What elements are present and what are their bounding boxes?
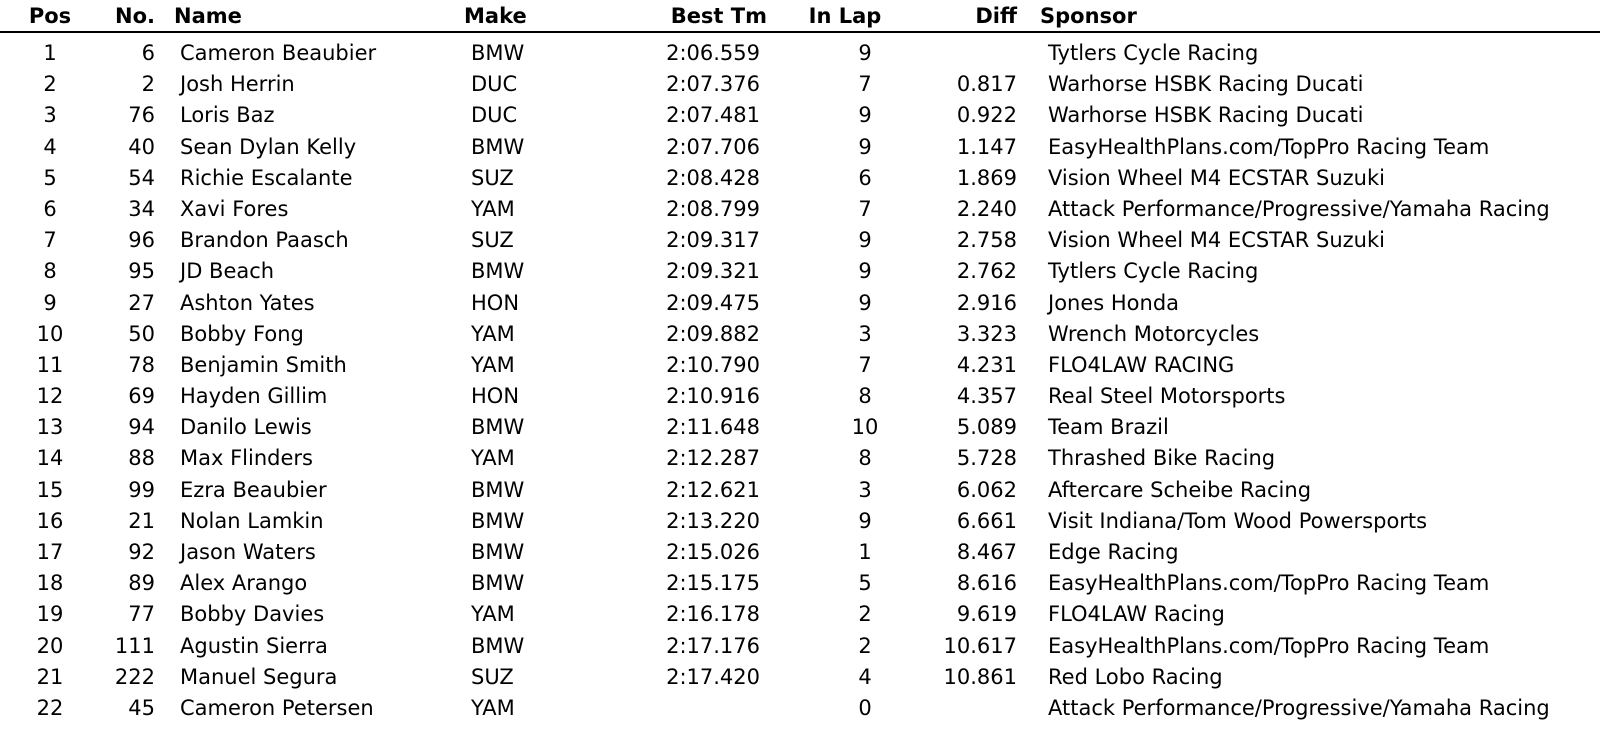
cell-pos: 1 [43, 41, 57, 65]
cell-in-lap: 9 [858, 259, 872, 284]
cell-sponsor: FLO4LAW Racing [1048, 602, 1225, 627]
cell-sponsor: Team Brazil [1048, 415, 1169, 440]
table-row [0, 381, 1600, 412]
cell-best-tm: 2:08.799 [666, 196, 760, 221]
cell-diff: 8.467 [956, 540, 1017, 564]
cell-best-tm: 2:07.376 [666, 72, 760, 97]
cell-diff: 1.147 [956, 134, 1017, 159]
table-row [0, 506, 1600, 537]
cell-pos: 12 [36, 384, 64, 409]
cell-sponsor: Red Lobo Racing [1048, 664, 1223, 689]
cell-name: Benjamin Smith [180, 352, 347, 377]
cell-best-tm: 2:15.175 [666, 571, 760, 596]
cell-best-tm: 2:10.790 [666, 352, 760, 377]
table-row [0, 69, 1600, 100]
cell-no: 89 [128, 571, 155, 596]
cell-pos: 16 [36, 508, 64, 533]
cell-best-tm: 2:17.176 [666, 633, 760, 658]
cell-name: Loris Baz [180, 103, 275, 128]
cell-diff: 1.869 [956, 165, 1017, 190]
table-header [0, 0, 1600, 33]
cell-best-tm: 2:13.220 [666, 508, 760, 533]
cell-diff: 5.728 [956, 446, 1017, 471]
cell-sponsor: Jones Honda [1048, 290, 1180, 315]
cell-in-lap: 9 [858, 134, 872, 159]
cell-pos: 4 [43, 134, 57, 159]
cell-diff: 5.089 [956, 415, 1017, 440]
cell-name: Alex Arango [180, 571, 308, 596]
cell-pos: 2 [43, 72, 57, 97]
table-row [0, 256, 1600, 287]
cell-best-tm: 2:09.321 [666, 259, 760, 284]
cell-in-lap: 4 [858, 664, 872, 689]
cell-pos: 13 [36, 415, 64, 440]
cell-diff: 6.661 [956, 508, 1017, 533]
cell-pos: 7 [43, 228, 57, 253]
cell-name: Cameron Petersen [180, 695, 374, 720]
cell-name: Cameron Beaubier [180, 41, 377, 65]
table-row [0, 412, 1600, 443]
cell-name: Brandon Paasch [180, 228, 349, 253]
cell-pos: 5 [43, 165, 57, 190]
table-row [0, 662, 1600, 693]
cell-diff: 8.616 [956, 571, 1017, 596]
header-diff: Diff [975, 4, 1017, 28]
cell-sponsor: Tytlers Cycle Racing [1048, 41, 1259, 65]
cell-name: Richie Escalante [180, 165, 353, 190]
cell-make: DUC [471, 103, 518, 128]
header-sponsor: Sponsor [1040, 4, 1137, 28]
cell-in-lap: 8 [858, 384, 872, 409]
table-row [0, 443, 1600, 474]
cell-best-tm: 2:09.475 [666, 290, 760, 315]
cell-in-lap: 7 [858, 72, 872, 97]
cell-pos: 15 [36, 477, 64, 502]
table-row [0, 38, 1600, 69]
cell-make: YAM [471, 321, 515, 346]
cell-name: Sean Dylan Kelly [180, 134, 357, 159]
cell-sponsor: Edge Racing [1048, 540, 1179, 564]
cell-in-lap: 9 [858, 508, 872, 533]
cell-name: Jason Waters [180, 540, 316, 564]
cell-no: 76 [128, 103, 155, 128]
cell-pos: 14 [36, 446, 64, 471]
cell-best-tm: 2:10.916 [666, 384, 760, 409]
cell-make: SUZ [471, 165, 514, 190]
cell-no: 95 [128, 259, 155, 284]
cell-in-lap: 9 [858, 228, 872, 253]
cell-diff: 2.762 [956, 259, 1017, 284]
cell-best-tm: 2:07.706 [666, 134, 760, 159]
cell-pos: 11 [36, 352, 64, 377]
cell-sponsor: Wrench Motorcycles [1048, 321, 1260, 346]
table-row [0, 319, 1600, 350]
cell-no: 94 [128, 415, 155, 440]
cell-sponsor: EasyHealthPlans.com/TopPro Racing Team [1048, 571, 1490, 596]
cell-make: BMW [471, 415, 525, 440]
cell-make: BMW [471, 41, 525, 65]
table-row [0, 225, 1600, 256]
cell-best-tm: 2:11.648 [666, 415, 760, 440]
cell-make: BMW [471, 571, 525, 596]
cell-make: SUZ [471, 228, 514, 253]
cell-sponsor: Attack Performance/Progressive/Yamaha Racing [1048, 695, 1550, 720]
header-make: Make [464, 4, 527, 28]
cell-pos: 8 [43, 259, 57, 284]
cell-no: 27 [128, 290, 155, 315]
header-in-lap: In Lap [808, 4, 882, 28]
header-no: No. [115, 4, 155, 28]
cell-in-lap: 2 [858, 633, 872, 658]
cell-name: Xavi Fores [180, 196, 289, 221]
cell-no: 54 [128, 165, 155, 190]
cell-make: SUZ [471, 664, 514, 689]
cell-name: Manuel Segura [180, 664, 338, 689]
cell-in-lap: 3 [858, 321, 872, 346]
cell-sponsor: Vision Wheel M4 ECSTAR Suzuki [1048, 165, 1385, 190]
cell-name: Josh Herrin [180, 72, 295, 97]
cell-diff: 6.062 [956, 477, 1017, 502]
cell-in-lap: 9 [858, 290, 872, 315]
cell-pos: 17 [36, 540, 64, 564]
cell-make: YAM [471, 602, 515, 627]
cell-pos: 6 [43, 196, 57, 221]
cell-in-lap: 3 [858, 477, 872, 502]
cell-in-lap: 5 [858, 571, 872, 596]
table-row [0, 100, 1600, 131]
cell-make: HON [471, 384, 520, 409]
cell-name: Danilo Lewis [180, 415, 312, 440]
cell-sponsor: Warhorse HSBK Racing Ducati [1048, 72, 1364, 97]
table-row [0, 350, 1600, 381]
cell-best-tm: 2:08.428 [666, 165, 760, 190]
cell-diff: 0.922 [956, 103, 1017, 128]
cell-make: YAM [471, 695, 515, 720]
cell-no: 50 [128, 321, 155, 346]
cell-name: JD Beach [180, 259, 275, 284]
cell-make: YAM [471, 446, 515, 471]
cell-diff: 4.231 [956, 352, 1017, 377]
results-table-body [0, 38, 1600, 724]
cell-make: YAM [471, 196, 515, 221]
cell-make: HON [471, 290, 520, 315]
cell-no: 2 [141, 72, 155, 97]
cell-name: Hayden Gillim [180, 384, 328, 409]
cell-best-tm: 2:16.178 [666, 602, 760, 627]
cell-best-tm: 2:06.559 [666, 41, 760, 65]
cell-name: Bobby Fong [180, 321, 304, 346]
cell-make: BMW [471, 633, 525, 658]
table-row [0, 599, 1600, 630]
cell-sponsor: Real Steel Motorsports [1048, 384, 1286, 409]
table-row [0, 132, 1600, 163]
cell-no: 99 [128, 477, 155, 502]
cell-in-lap: 6 [858, 165, 872, 190]
cell-pos: 18 [36, 571, 64, 596]
cell-no: 222 [114, 664, 155, 689]
table-row [0, 194, 1600, 225]
cell-best-tm: 2:15.026 [666, 540, 760, 564]
cell-sponsor: Attack Performance/Progressive/Yamaha Racing [1048, 196, 1550, 221]
cell-no: 40 [128, 134, 155, 159]
cell-pos: 9 [43, 290, 57, 315]
cell-pos: 3 [43, 103, 57, 128]
cell-in-lap: 2 [858, 602, 872, 627]
cell-in-lap: 9 [858, 41, 872, 65]
table-row [0, 537, 1600, 568]
cell-diff: 2.916 [956, 290, 1017, 315]
cell-sponsor: Aftercare Scheibe Racing [1048, 477, 1312, 502]
cell-name: Ashton Yates [180, 290, 315, 315]
cell-in-lap: 1 [858, 540, 872, 564]
cell-sponsor: FLO4LAW RACING [1048, 352, 1235, 377]
cell-make: BMW [471, 259, 525, 284]
cell-sponsor: Thrashed Bike Racing [1048, 446, 1276, 471]
table-row [0, 568, 1600, 599]
cell-make: BMW [471, 134, 525, 159]
cell-diff: 9.619 [956, 602, 1017, 627]
cell-sponsor: Tytlers Cycle Racing [1048, 259, 1259, 284]
cell-no: 6 [141, 41, 155, 65]
cell-best-tm: 2:07.481 [666, 103, 760, 128]
cell-make: DUC [471, 72, 518, 97]
cell-no: 96 [128, 228, 155, 253]
cell-in-lap: 7 [858, 196, 872, 221]
cell-no: 111 [114, 633, 155, 658]
cell-sponsor: EasyHealthPlans.com/TopPro Racing Team [1048, 633, 1490, 658]
table-row [0, 163, 1600, 194]
cell-diff: 0.817 [956, 72, 1017, 97]
cell-in-lap: 7 [858, 352, 872, 377]
cell-name: Bobby Davies [180, 602, 325, 627]
cell-diff: 4.357 [956, 384, 1017, 409]
cell-sponsor: Vision Wheel M4 ECSTAR Suzuki [1048, 228, 1385, 253]
cell-no: 34 [128, 196, 155, 221]
cell-diff: 3.323 [956, 321, 1017, 346]
cell-pos: 22 [36, 695, 64, 720]
cell-diff: 2.240 [956, 196, 1017, 221]
cell-in-lap: 10 [851, 415, 879, 440]
header-pos: Pos [28, 4, 72, 28]
cell-best-tm: 2:17.420 [666, 664, 760, 689]
cell-name: Nolan Lamkin [180, 508, 324, 533]
cell-name: Max Flinders [180, 446, 313, 471]
table-row [0, 475, 1600, 506]
cell-make: BMW [471, 508, 525, 533]
cell-diff: 10.617 [943, 633, 1017, 658]
cell-pos: 10 [36, 321, 64, 346]
cell-sponsor: Visit Indiana/Tom Wood Powersports [1048, 508, 1428, 533]
cell-in-lap: 0 [858, 695, 872, 720]
cell-name: Ezra Beaubier [180, 477, 327, 502]
cell-no: 78 [128, 352, 155, 377]
cell-in-lap: 9 [858, 103, 872, 128]
cell-no: 45 [128, 695, 155, 720]
cell-best-tm: 2:09.317 [666, 228, 760, 253]
cell-no: 69 [128, 384, 155, 409]
cell-pos: 21 [36, 664, 64, 689]
cell-sponsor: Warhorse HSBK Racing Ducati [1048, 103, 1364, 128]
table-row [0, 693, 1600, 724]
cell-pos: 20 [36, 633, 64, 658]
table-row [0, 631, 1600, 662]
header-name: Name [174, 4, 242, 28]
cell-no: 21 [128, 508, 155, 533]
cell-best-tm: 2:12.287 [666, 446, 760, 471]
cell-pos: 19 [36, 602, 64, 627]
header-best-tm: Best Tm [670, 4, 767, 28]
cell-no: 88 [128, 446, 155, 471]
cell-best-tm: 2:09.882 [666, 321, 760, 346]
cell-no: 92 [128, 540, 155, 564]
cell-best-tm: 2:12.621 [666, 477, 760, 502]
cell-diff: 10.861 [943, 664, 1017, 689]
cell-in-lap: 8 [858, 446, 872, 471]
cell-make: BMW [471, 477, 525, 502]
cell-make: BMW [471, 540, 525, 564]
table-row [0, 288, 1600, 319]
cell-make: YAM [471, 352, 515, 377]
cell-no: 77 [128, 602, 155, 627]
cell-name: Agustin Sierra [180, 633, 328, 658]
cell-sponsor: EasyHealthPlans.com/TopPro Racing Team [1048, 134, 1490, 159]
cell-diff: 2.758 [956, 228, 1017, 253]
